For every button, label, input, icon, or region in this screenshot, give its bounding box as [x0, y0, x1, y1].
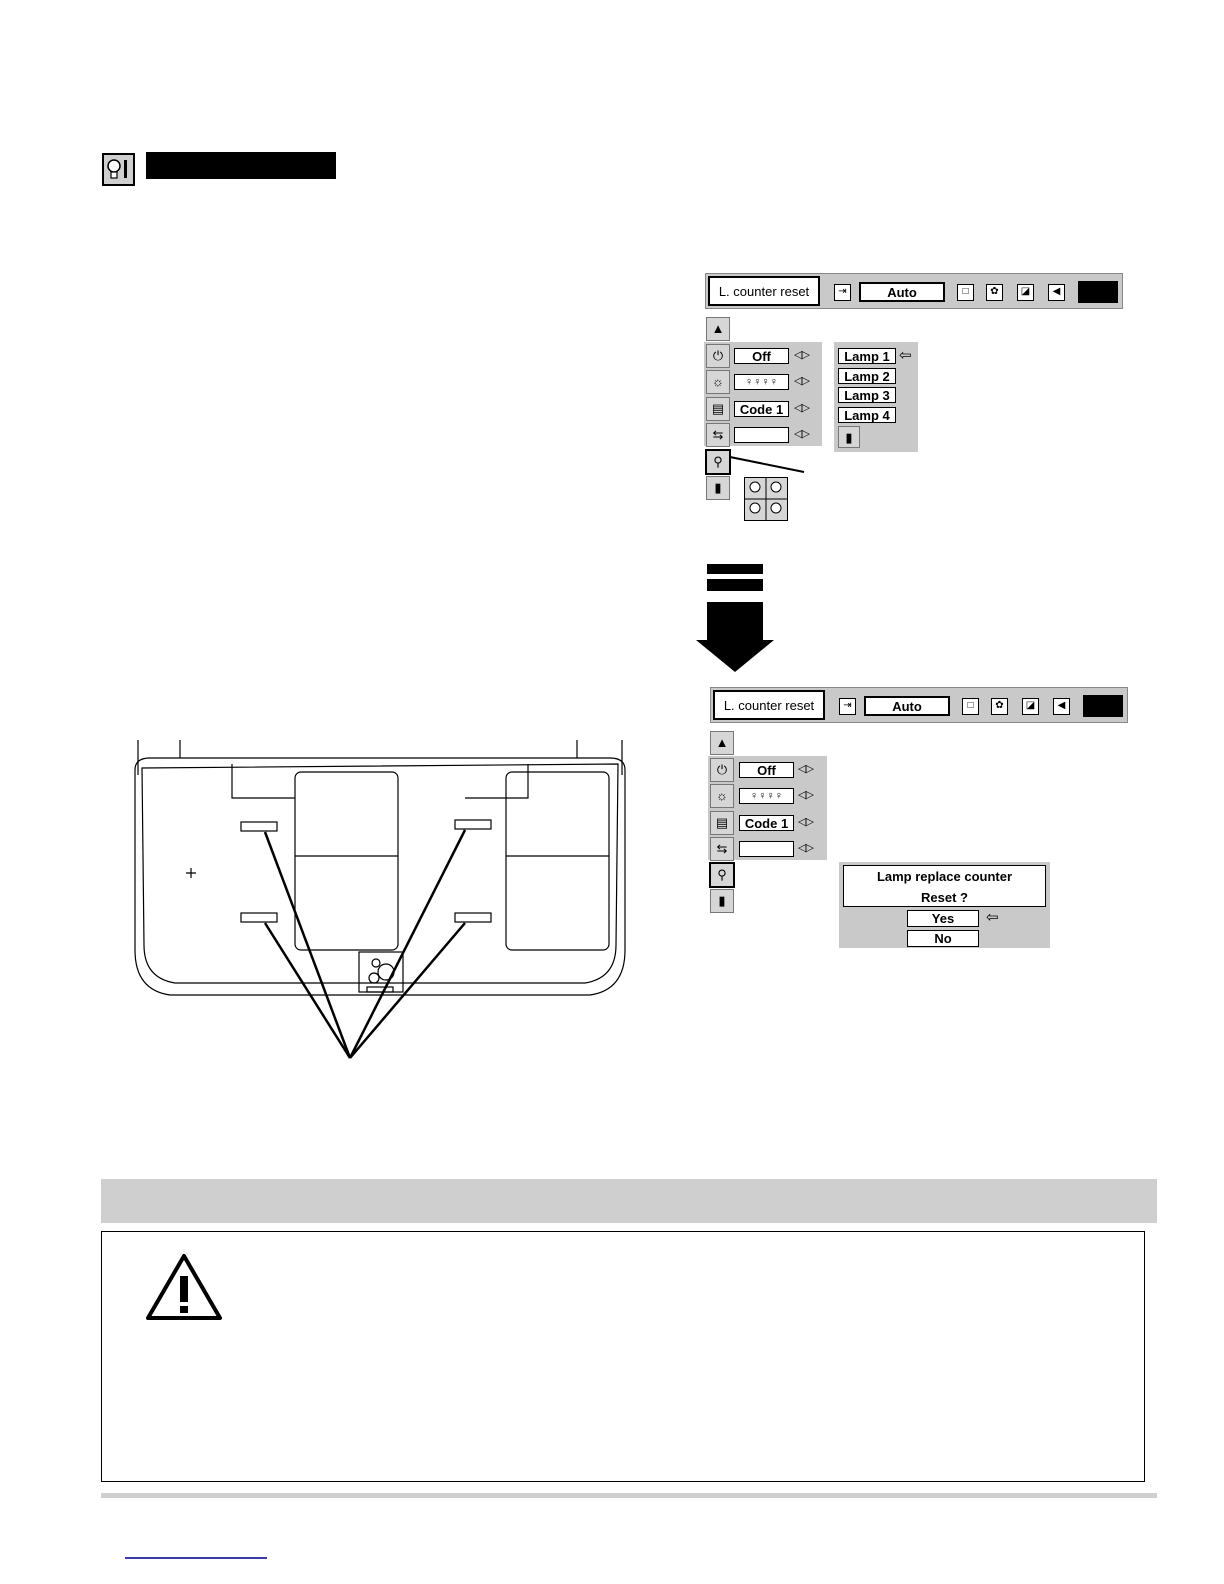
input-icon[interactable]: ⇥ [839, 698, 856, 715]
menu-bar-bottom [710, 687, 1128, 723]
up-arrow-icon[interactable]: ▲ [710, 731, 734, 755]
warning-triangle-icon [144, 1252, 224, 1322]
screen-icon[interactable]: ◪ [1022, 698, 1039, 715]
exit-icon[interactable]: ▮ [838, 426, 860, 448]
sound-icon[interactable]: ◀ [1048, 284, 1065, 301]
setting-icon[interactable] [1083, 695, 1123, 717]
dialog-title [843, 865, 1046, 907]
image-icon[interactable]: □ [957, 284, 974, 301]
dialog-line-1: Lamp replace counter [876, 869, 1013, 884]
lamp-1-option[interactable]: Lamp 1 [838, 348, 896, 364]
pointer-arrow-icon: ⇦ [899, 347, 912, 364]
footer-link-underline[interactable] [125, 1557, 267, 1559]
remote-value[interactable]: Code 1 [739, 815, 794, 831]
exit-icon[interactable]: ▮ [710, 889, 734, 913]
power-value[interactable]: Off [739, 762, 794, 778]
power-icon: ⏻ [710, 758, 734, 782]
exit-icon[interactable]: ▮ [706, 476, 730, 500]
adjust-arrows-icon[interactable]: ◁▷ [798, 763, 813, 775]
bottom-rule [101, 1493, 1157, 1498]
lamp-3-option[interactable]: Lamp 3 [838, 387, 896, 403]
yes-button[interactable]: Yes [907, 910, 979, 927]
adjust-arrows-icon[interactable]: ◁▷ [794, 375, 809, 387]
lamp-4-option[interactable]: Lamp 4 [838, 407, 896, 423]
pointer-arrow-icon: ⇦ [986, 909, 999, 926]
mouse-value[interactable] [734, 427, 789, 443]
lamp-counter-icon[interactable]: ⚲ [705, 449, 731, 475]
lamp-counter-icon[interactable]: ⚲ [709, 862, 735, 888]
mouse-value[interactable] [739, 841, 794, 857]
adjust-arrows-icon[interactable]: ◁▷ [798, 842, 813, 854]
remote-icon: ▤ [706, 397, 730, 421]
mode-value[interactable]: Auto [864, 696, 950, 716]
no-button[interactable]: No [907, 930, 979, 947]
lamp-mode-value[interactable]: ♀♀♀♀ [734, 374, 789, 390]
adjust-arrows-icon[interactable]: ◁▷ [794, 402, 809, 414]
section-band [101, 1179, 1157, 1223]
usb-icon: ⇆ [706, 423, 730, 447]
color-icon[interactable]: ✿ [991, 698, 1008, 715]
lamp-mode-value[interactable]: ♀♀♀♀ [739, 788, 794, 804]
adjust-arrows-icon[interactable]: ◁▷ [798, 816, 813, 828]
adjust-arrows-icon[interactable]: ◁▷ [794, 428, 809, 440]
menu-title: L. counter reset [708, 276, 820, 306]
setting-icon[interactable] [1078, 281, 1118, 303]
adjust-arrows-icon[interactable]: ◁▷ [794, 349, 809, 361]
section-title-bar [146, 152, 336, 179]
sound-icon[interactable]: ◀ [1053, 698, 1070, 715]
dialog-line-2: Reset ? [921, 890, 968, 905]
four-lamp-icon [744, 477, 788, 521]
menu-title: L. counter reset [713, 690, 825, 720]
caution-box [101, 1231, 1145, 1482]
menu-bar-top [705, 273, 1123, 309]
lamp-2-option[interactable]: Lamp 2 [838, 368, 896, 384]
image-icon[interactable]: □ [962, 698, 979, 715]
up-arrow-icon[interactable]: ▲ [706, 317, 730, 341]
callout-line [728, 455, 808, 475]
projector-bottom-illustration [130, 740, 630, 1060]
color-icon[interactable]: ✿ [986, 284, 1003, 301]
input-icon[interactable]: ⇥ [834, 284, 851, 301]
remote-value[interactable]: Code 1 [734, 401, 789, 417]
down-arrow-icon [696, 562, 776, 674]
lamp-settings-icon [102, 153, 135, 186]
mode-value[interactable]: Auto [859, 282, 945, 302]
adjust-arrows-icon[interactable]: ◁▷ [798, 789, 813, 801]
power-icon: ⏻ [706, 344, 730, 368]
usb-icon: ⇆ [710, 837, 734, 861]
lamp-mode-icon: ☼ [706, 370, 730, 394]
screen-icon[interactable]: ◪ [1017, 284, 1034, 301]
lamp-mode-icon: ☼ [710, 784, 734, 808]
power-value[interactable]: Off [734, 348, 789, 364]
remote-icon: ▤ [710, 811, 734, 835]
